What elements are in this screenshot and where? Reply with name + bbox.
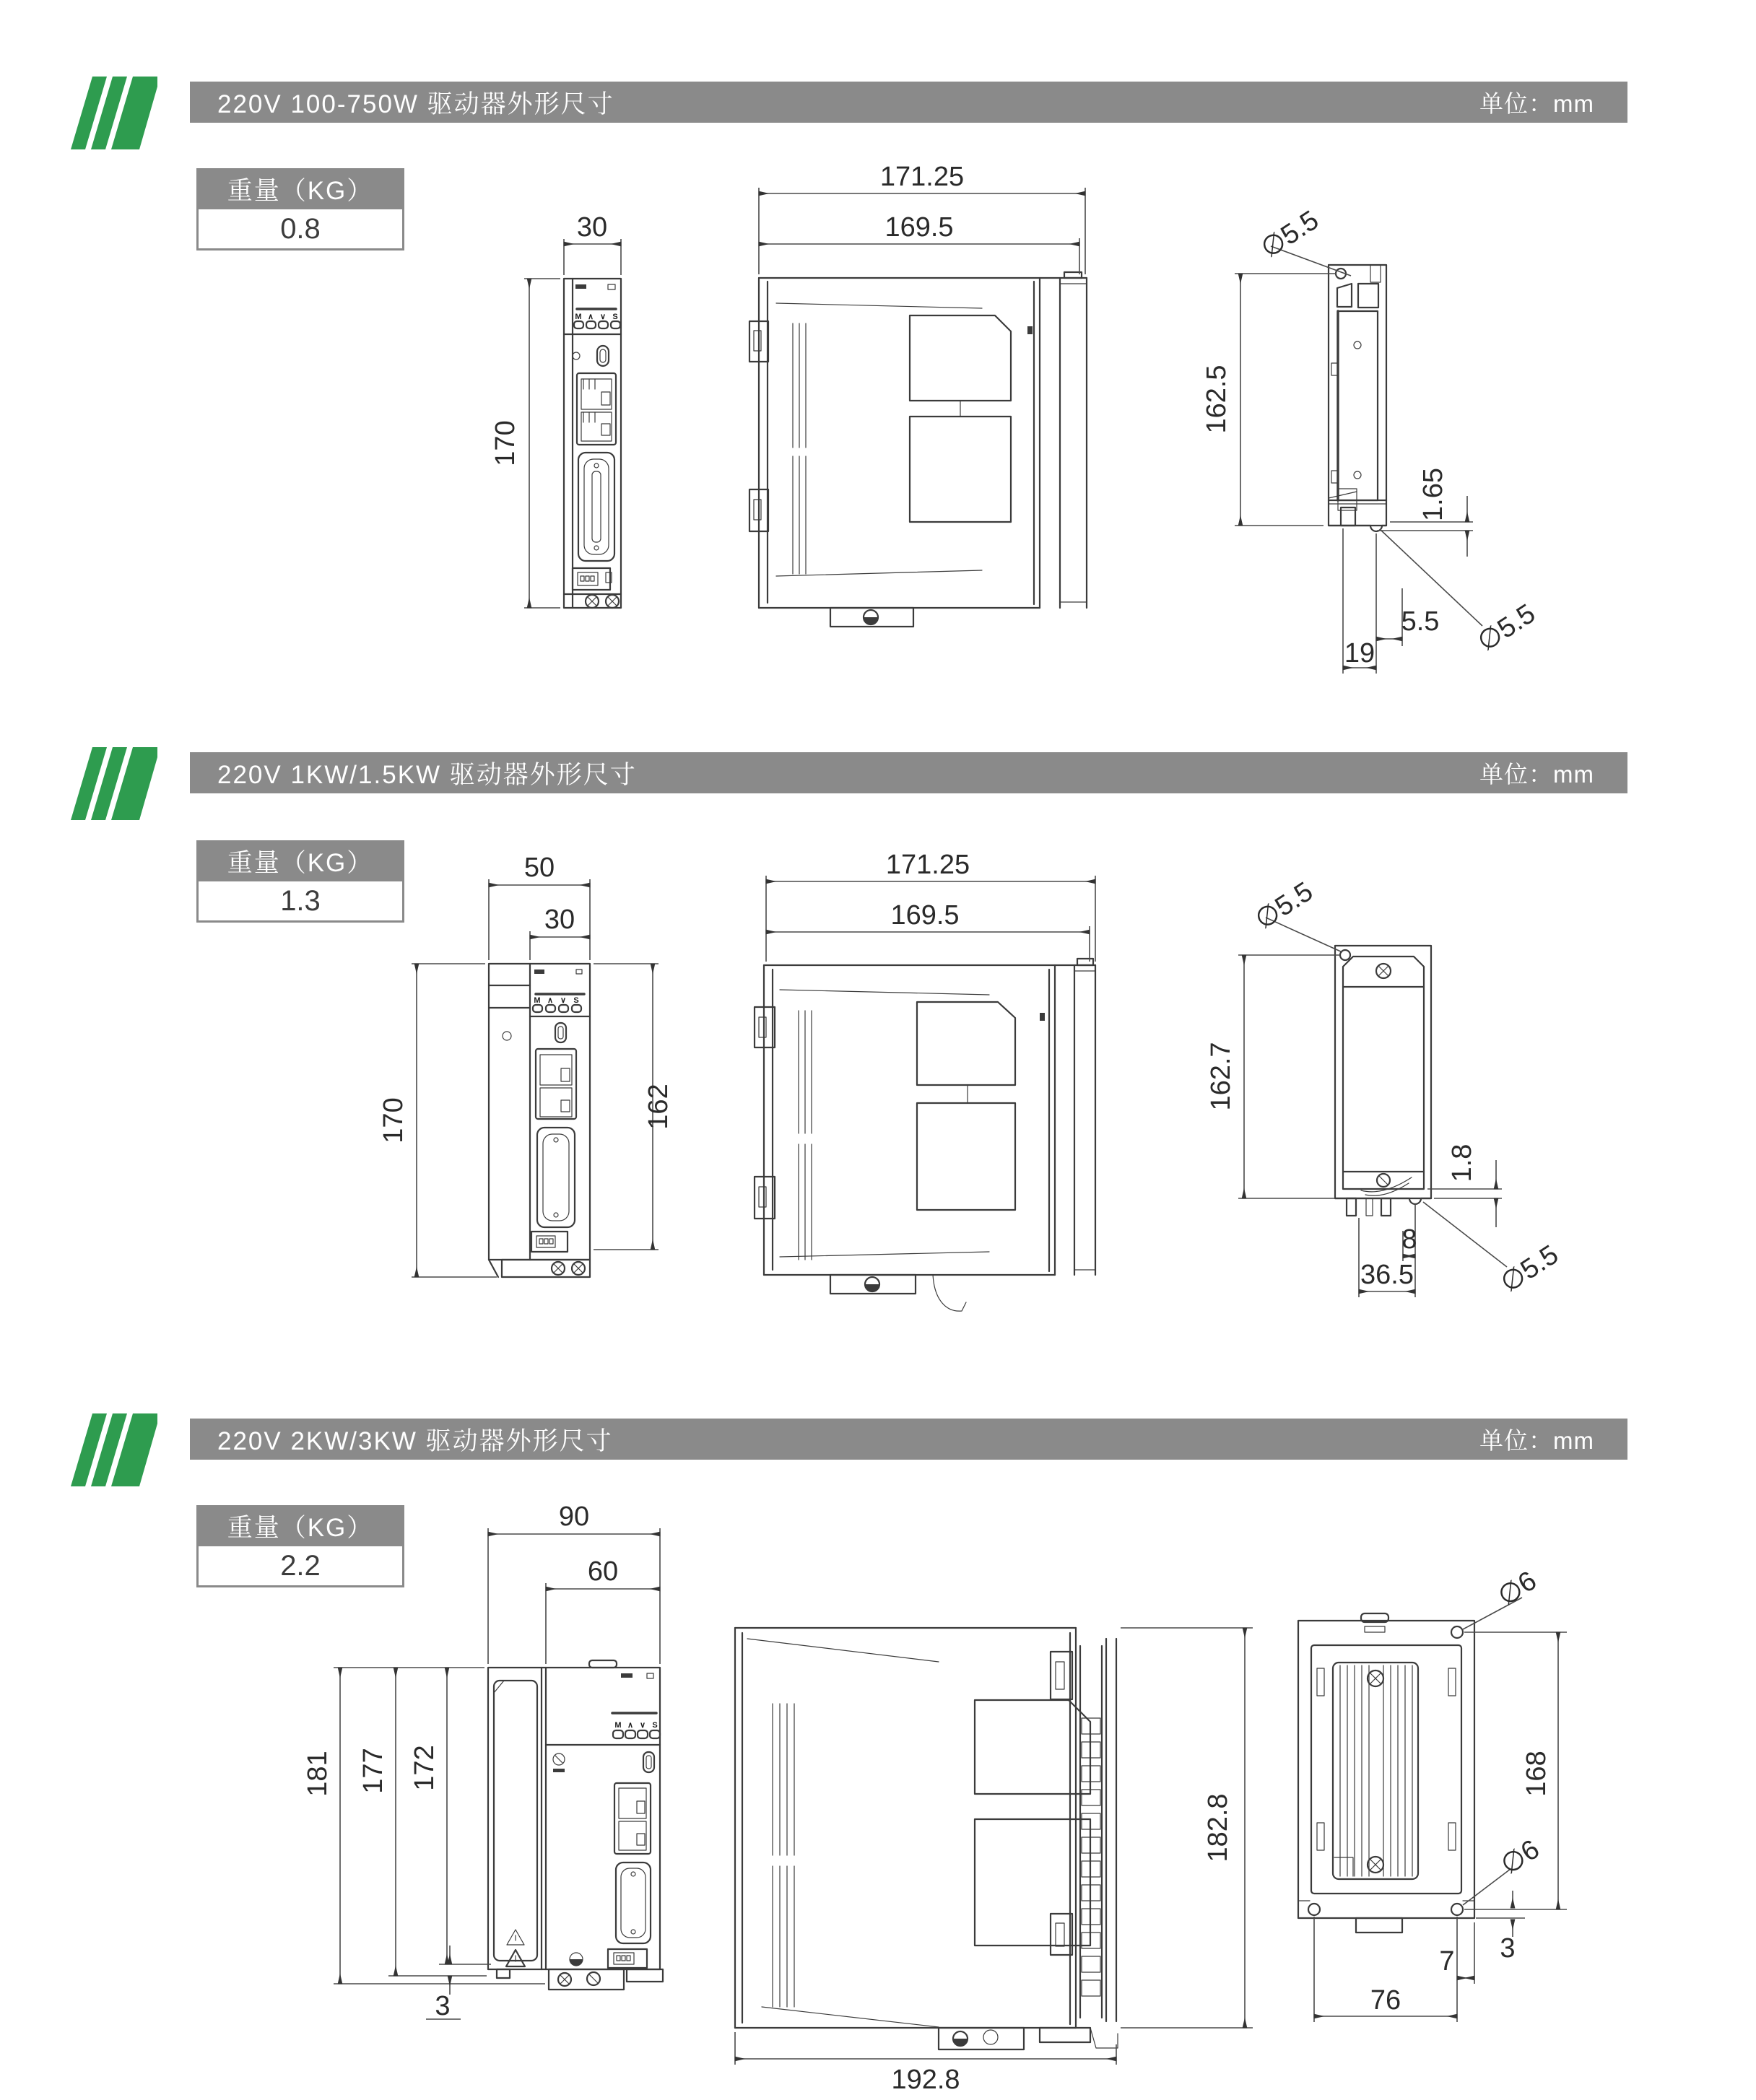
dim-outer-width-label: 171.25 [885, 850, 970, 880]
button-label: M [614, 1721, 622, 1730]
brand-stripes-icon [71, 1413, 157, 1486]
s2-front-device-outline [489, 964, 590, 1277]
s1-back-view [1188, 204, 1650, 697]
button-label: ∧ [547, 996, 554, 1005]
weight-header: 重量（KG） [196, 1505, 404, 1546]
weight-value: 2.2 [196, 1546, 404, 1587]
dim-pitch-label: 36.5 [1360, 1260, 1414, 1290]
brand-stripes-icon [71, 77, 157, 149]
s2-side-view [736, 850, 1141, 1361]
s2-back-view [1195, 876, 1643, 1451]
section1-unit-label: 单位：mm [1479, 90, 1594, 117]
s2-front-view [378, 830, 686, 1328]
dim-hole-bottom-label: ∅6 [1495, 1834, 1545, 1881]
brand-mark-icon [575, 284, 586, 289]
dim-height-inner-label: 172 [409, 1745, 440, 1791]
button-label: S [612, 313, 618, 321]
dim-outer-width-label: 50 [523, 853, 555, 883]
button-label: ∨ [639, 1721, 646, 1730]
dim-edge-label: 7 [1439, 1946, 1455, 1977]
dim-hole-top-label: ∅6 [1492, 1565, 1542, 1613]
s3-front-device-outline [488, 1660, 663, 1990]
button-label: ∨ [560, 996, 567, 1005]
s1-back-dimensions [1235, 246, 1482, 674]
s3-panel-button-labels [614, 1721, 657, 1730]
dim-pitch-label: 19 [1344, 638, 1375, 668]
weight-value: 0.8 [196, 209, 404, 250]
button-label: ∨ [599, 313, 607, 321]
dim-step-label: 1.8 [1447, 1143, 1477, 1182]
s3-back-view [1292, 1565, 1755, 2100]
brand-mark-icon [534, 970, 544, 974]
section3-header [190, 1419, 1627, 1460]
s1-side-device-outline [749, 272, 1087, 627]
s3-side-dimensions [735, 1628, 1253, 2065]
dim-height-label: 170 [490, 420, 521, 466]
dim-pitch-label: 76 [1370, 1985, 1401, 2016]
dim-height-right-label: 162 [643, 1084, 674, 1130]
dim-width-label: 30 [576, 212, 608, 243]
brand-mark-icon [621, 1673, 633, 1678]
s2-back-dimensions [1238, 918, 1507, 1297]
section1-title: 220V 100-750W 驱动器外形尺寸 [217, 90, 614, 118]
section2-unit-label: 单位：mm [1479, 761, 1594, 788]
button-label: M [534, 996, 541, 1005]
dim-hole-bottom-label: ∅5.5 [1472, 598, 1541, 658]
button-label: M [575, 313, 582, 321]
section2-header [190, 752, 1627, 793]
s1-front-view [490, 212, 693, 635]
dim-outer-width-label: 90 [558, 1502, 590, 1532]
dim-outer-width-label: 171.25 [879, 162, 965, 192]
button-label: S [573, 996, 579, 1005]
dim-height-label: 182.8 [1203, 1793, 1233, 1862]
dim-height-outer-label: 181 [303, 1751, 333, 1797]
dim-step-label: 3 [1500, 1933, 1516, 1964]
weight-value: 1.3 [196, 881, 404, 923]
dim-hole-top-label: ∅5.5 [1255, 204, 1324, 264]
dim-height-label: 162.5 [1201, 365, 1232, 434]
s1-back-device-outline [1329, 265, 1386, 531]
s1-side-view [744, 162, 1134, 639]
dim-inner-width-label: 30 [544, 905, 575, 935]
dim-height-left-label: 170 [378, 1097, 409, 1143]
s2-back-device-outline [1335, 946, 1431, 1216]
dim-inner-width-label: 169.5 [884, 212, 954, 243]
dim-foot-label: 3 [435, 1991, 451, 2021]
dim-height-label: 168 [1521, 1751, 1552, 1797]
s3-side-device-outline [735, 1628, 1118, 2049]
button-label: ∧ [627, 1721, 634, 1730]
dim-hole-bottom-label: ∅5.5 [1495, 1239, 1564, 1299]
dim-width-label: 192.8 [891, 2065, 960, 2095]
section3-title: 220V 2KW/3KW 驱动器外形尺寸 [217, 1426, 613, 1455]
dim-hole-top-label: ∅5.5 [1249, 876, 1318, 936]
button-label: ∧ [587, 313, 594, 321]
section1-header [190, 82, 1627, 123]
weight-header: 重量（KG） [196, 168, 404, 209]
section3-unit-label: 单位：mm [1479, 1427, 1594, 1454]
dim-height-label: 162.7 [1206, 1042, 1236, 1111]
s2-panel-button-labels [534, 996, 578, 1005]
s3-side-view [722, 1617, 1292, 2100]
s2-side-device-outline [755, 959, 1095, 1311]
dim-height-mid-label: 177 [358, 1748, 388, 1794]
s1-panel-button-labels [575, 313, 617, 321]
section2-weight-box [196, 840, 404, 923]
dim-inner-width-label: 60 [587, 1556, 619, 1587]
s3-back-device-outline [1298, 1613, 1474, 1933]
section2-title: 220V 1KW/1.5KW 驱动器外形尺寸 [217, 760, 637, 789]
dim-edge-label: 5.5 [1401, 606, 1440, 637]
brand-stripes-icon [71, 747, 157, 820]
weight-header: 重量（KG） [196, 840, 404, 881]
s3-front-view [303, 1502, 726, 2090]
button-label: S [652, 1721, 658, 1730]
dim-inner-width-label: 169.5 [890, 900, 960, 931]
section1-weight-box [196, 168, 404, 250]
dim-edge-label: 8 [1401, 1224, 1417, 1255]
s1-front-device-outline [564, 279, 621, 608]
dim-step-label: 1.65 [1418, 468, 1448, 521]
